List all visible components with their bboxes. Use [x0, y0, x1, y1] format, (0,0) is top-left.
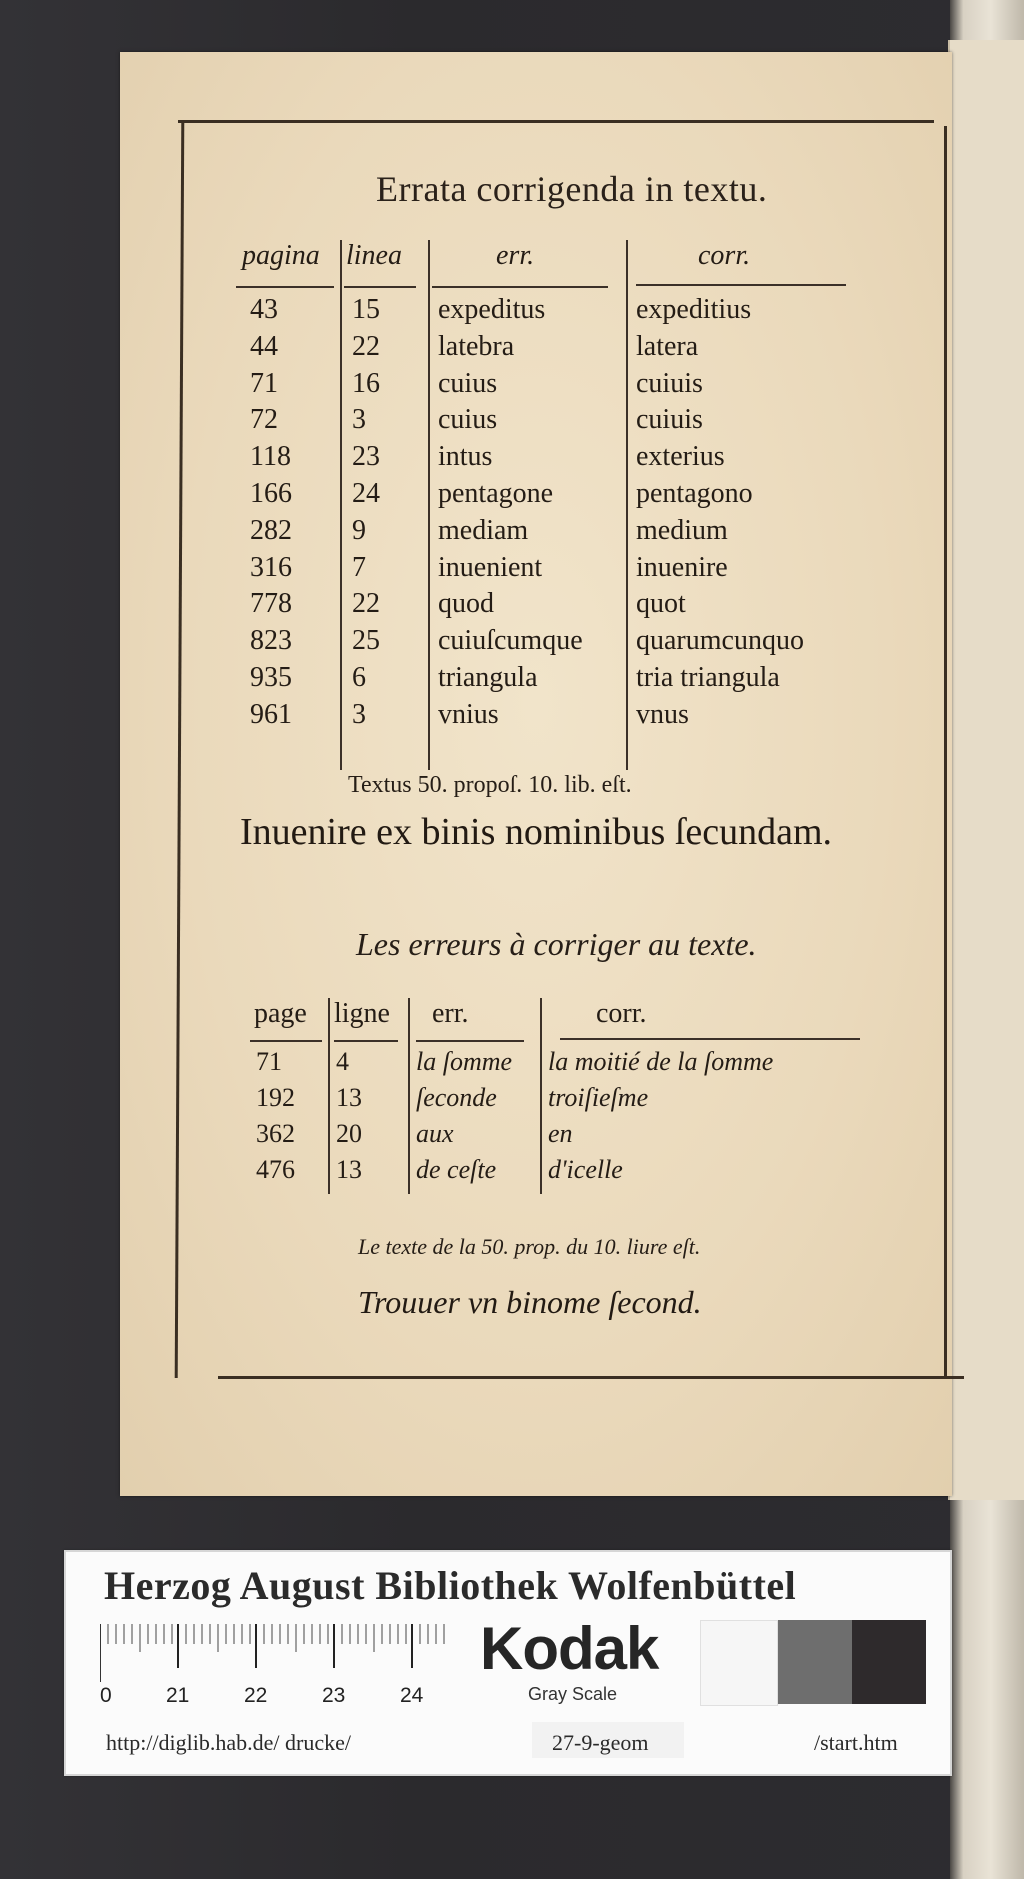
table-cell: pentagono [636, 477, 753, 509]
library-name: Herzog August Bibliothek Wolfenbüttel [104, 1563, 797, 1608]
table-cell: 24 [352, 477, 380, 509]
table-cell: latebra [438, 330, 515, 362]
table-cell: quot [636, 588, 686, 620]
table-cell: 316 [250, 551, 292, 583]
table-cell: inuenient [438, 551, 543, 583]
column-divider [340, 240, 342, 770]
table-cell: 823 [250, 625, 292, 657]
table-cell: 9 [352, 514, 366, 546]
column-divider [428, 240, 430, 770]
column-divider [626, 240, 628, 770]
kodak-logo: Kodak [480, 1615, 659, 1682]
table-cell: cuiuis [636, 367, 703, 399]
table-cell: 961 [250, 698, 292, 730]
table-cell: 25 [352, 625, 380, 657]
frame-right-rule [944, 126, 947, 1376]
ruler-label: 24 [400, 1684, 424, 1707]
header-pagina: pagina [242, 240, 320, 271]
table-cell: 71 [256, 1047, 282, 1076]
ruler-label: 23 [322, 1684, 346, 1707]
table-cell: 22 [352, 330, 380, 362]
table-cell: mediam [438, 514, 529, 546]
table-cell: 22 [352, 588, 380, 620]
column-corr [636, 292, 804, 734]
gray-swatch-dark [852, 1620, 926, 1704]
latin-errata-title: Errata corrigenda in textu. [376, 169, 768, 209]
table-cell: 7 [352, 551, 366, 583]
table-cell: 23 [352, 441, 380, 473]
table-cell: cuiuſcumque [438, 625, 583, 657]
latin-proposition-text: Inuenire ex binis nominibus ſecundam. [240, 811, 833, 853]
table-cell: cuius [438, 367, 498, 399]
column-divider [540, 998, 542, 1194]
table-cell: 166 [250, 477, 292, 509]
table-cell: 476 [256, 1155, 295, 1184]
table-cell: 71 [250, 367, 278, 399]
table-cell: en [548, 1119, 573, 1148]
header-corr: corr. [698, 240, 751, 271]
column-linea [352, 292, 380, 734]
header-underline [334, 1040, 398, 1042]
column-err [416, 1044, 512, 1188]
table-cell: 20 [336, 1119, 362, 1148]
table-cell: 118 [250, 441, 291, 473]
table-cell: 44 [250, 330, 278, 362]
ruler-label: 22 [244, 1684, 268, 1707]
header-ligne: ligne [334, 998, 390, 1029]
catalogue-url-suffix: /start.htm [814, 1730, 898, 1755]
header-err: err. [496, 240, 535, 271]
ruler-label: 0 [100, 1684, 112, 1707]
table-cell: troiſieſme [548, 1083, 649, 1112]
table-cell: 935 [250, 661, 292, 693]
table-cell: 3 [352, 698, 366, 730]
header-underline [416, 1040, 524, 1042]
gray-scale-label: Gray Scale [528, 1684, 618, 1704]
header-linea: linea [346, 240, 402, 271]
shelfmark: 27-9-geom [552, 1730, 649, 1755]
table-cell: exterius [636, 441, 725, 473]
table-cell: 778 [250, 588, 292, 620]
column-divider [328, 998, 330, 1194]
table-cell: intus [438, 441, 493, 473]
table-cell: 43 [250, 294, 278, 325]
table-cell: 13 [336, 1083, 362, 1112]
latin-proposition-note: Textus 50. propoſ. 10. lib. eſt. [348, 772, 632, 798]
column-corr [548, 1044, 773, 1188]
header-corr: corr. [596, 998, 647, 1029]
table-cell: 13 [336, 1155, 362, 1184]
header-underline [636, 284, 846, 286]
table-cell: 362 [256, 1119, 295, 1148]
french-proposition-note: Le texte de la 50. prop. du 10. liure eſt. [358, 1234, 701, 1259]
table-cell: d'icelle [548, 1155, 623, 1184]
table-cell: quarumcunquo [636, 625, 804, 657]
table-cell: la ſomme [416, 1047, 513, 1076]
column-err [438, 292, 583, 734]
table-cell: tria triangula [636, 661, 780, 693]
table-cell: 4 [336, 1047, 349, 1076]
table-cell: vnius [438, 698, 499, 730]
frame-top-rule [178, 120, 934, 123]
table-cell: expeditus [438, 294, 546, 325]
table-cell: triangula [438, 661, 538, 693]
header-underline [344, 286, 416, 288]
table-cell: 15 [352, 294, 380, 325]
table-cell: 16 [352, 367, 380, 399]
table-cell: 192 [256, 1083, 295, 1112]
header-page: page [254, 998, 307, 1029]
table-cell: quod [438, 588, 494, 620]
table-cell: medium [636, 514, 728, 546]
table-cell: inuenire [636, 551, 728, 583]
table-cell: expeditius [636, 294, 752, 325]
table-cell: cuius [438, 404, 498, 436]
header-underline [236, 286, 334, 288]
table-cell: vnus [636, 698, 689, 730]
ruler-label: 21 [166, 1684, 190, 1707]
table-cell: aux [416, 1119, 454, 1148]
table-cell: 3 [352, 404, 366, 436]
table-cell: cuiuis [636, 404, 703, 436]
column-pagina [250, 292, 292, 734]
ruler-scale [100, 1624, 456, 1682]
french-proposition-text: Trouuer vn binome ſecond. [358, 1284, 702, 1320]
table-cell: 6 [352, 661, 366, 693]
table-cell: 72 [250, 404, 278, 436]
column-page [256, 1044, 295, 1188]
header-underline [560, 1038, 860, 1040]
table-cell: la moitié de la ſomme [548, 1047, 774, 1076]
table-cell: ſeconde [416, 1083, 497, 1112]
column-ligne [336, 1044, 362, 1188]
header-err: err. [432, 998, 469, 1029]
table-cell: latera [636, 330, 699, 362]
gray-swatch-mid [778, 1620, 852, 1704]
french-errata-title: Les erreurs à corriger au texte. [356, 926, 757, 962]
header-underline [432, 286, 608, 288]
adjacent-page [948, 40, 1024, 1500]
gray-swatch-white [700, 1620, 778, 1706]
table-cell: pentagone [438, 477, 554, 509]
column-divider [408, 998, 410, 1194]
table-cell: 282 [250, 514, 292, 546]
header-underline [250, 1040, 322, 1042]
frame-bottom-rule [218, 1376, 964, 1379]
table-cell: de ceſte [416, 1155, 497, 1184]
catalogue-url-prefix: http://diglib.hab.de/ drucke/ [106, 1730, 352, 1755]
